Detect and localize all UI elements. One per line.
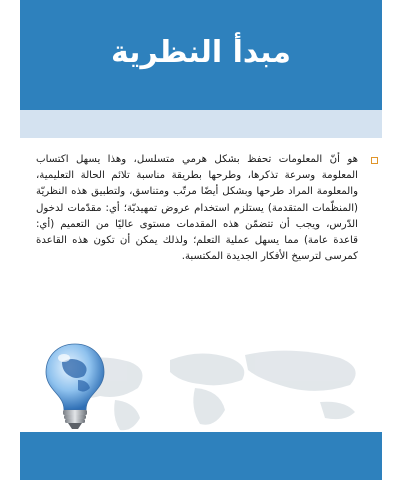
hollow-square-bullet-icon xyxy=(371,157,378,164)
title-band xyxy=(20,0,382,110)
body-paragraph: هو أنّ المعلومات تحفظ بشكل هرمي متسلسل، وهذا يسهل اكتساب المعلومة وسرعة تذكرها، وطرحها بطريقة مناسبة تلائم الحالة التعليمية، والمعلومة المراد طرحها وبشكل أيضًا مرتّب ومتناسق، ولتطبيق هذه النظريّة (المنظّمات المتقدمة) يستلزم استخدام عروض تمهيديّة؛ أي: مقدّمات لدخول الدّرس، ويجب أن تتضمّن هذه المقدمات مستوى عاليًا من التعميم (أي: قاعدة عامة) مما يسهل عملية التعلم؛ ولذلك يمكن أن تكون هذه القاعدة كمرسى لترسيخ الأفكار الجديدة المكتسبة. xyxy=(36,154,358,263)
footer-band xyxy=(20,432,382,480)
page-title: مبدأ النظرية xyxy=(110,34,291,70)
lightbulb-globe-icon xyxy=(42,340,108,436)
subtitle-band xyxy=(20,110,382,138)
